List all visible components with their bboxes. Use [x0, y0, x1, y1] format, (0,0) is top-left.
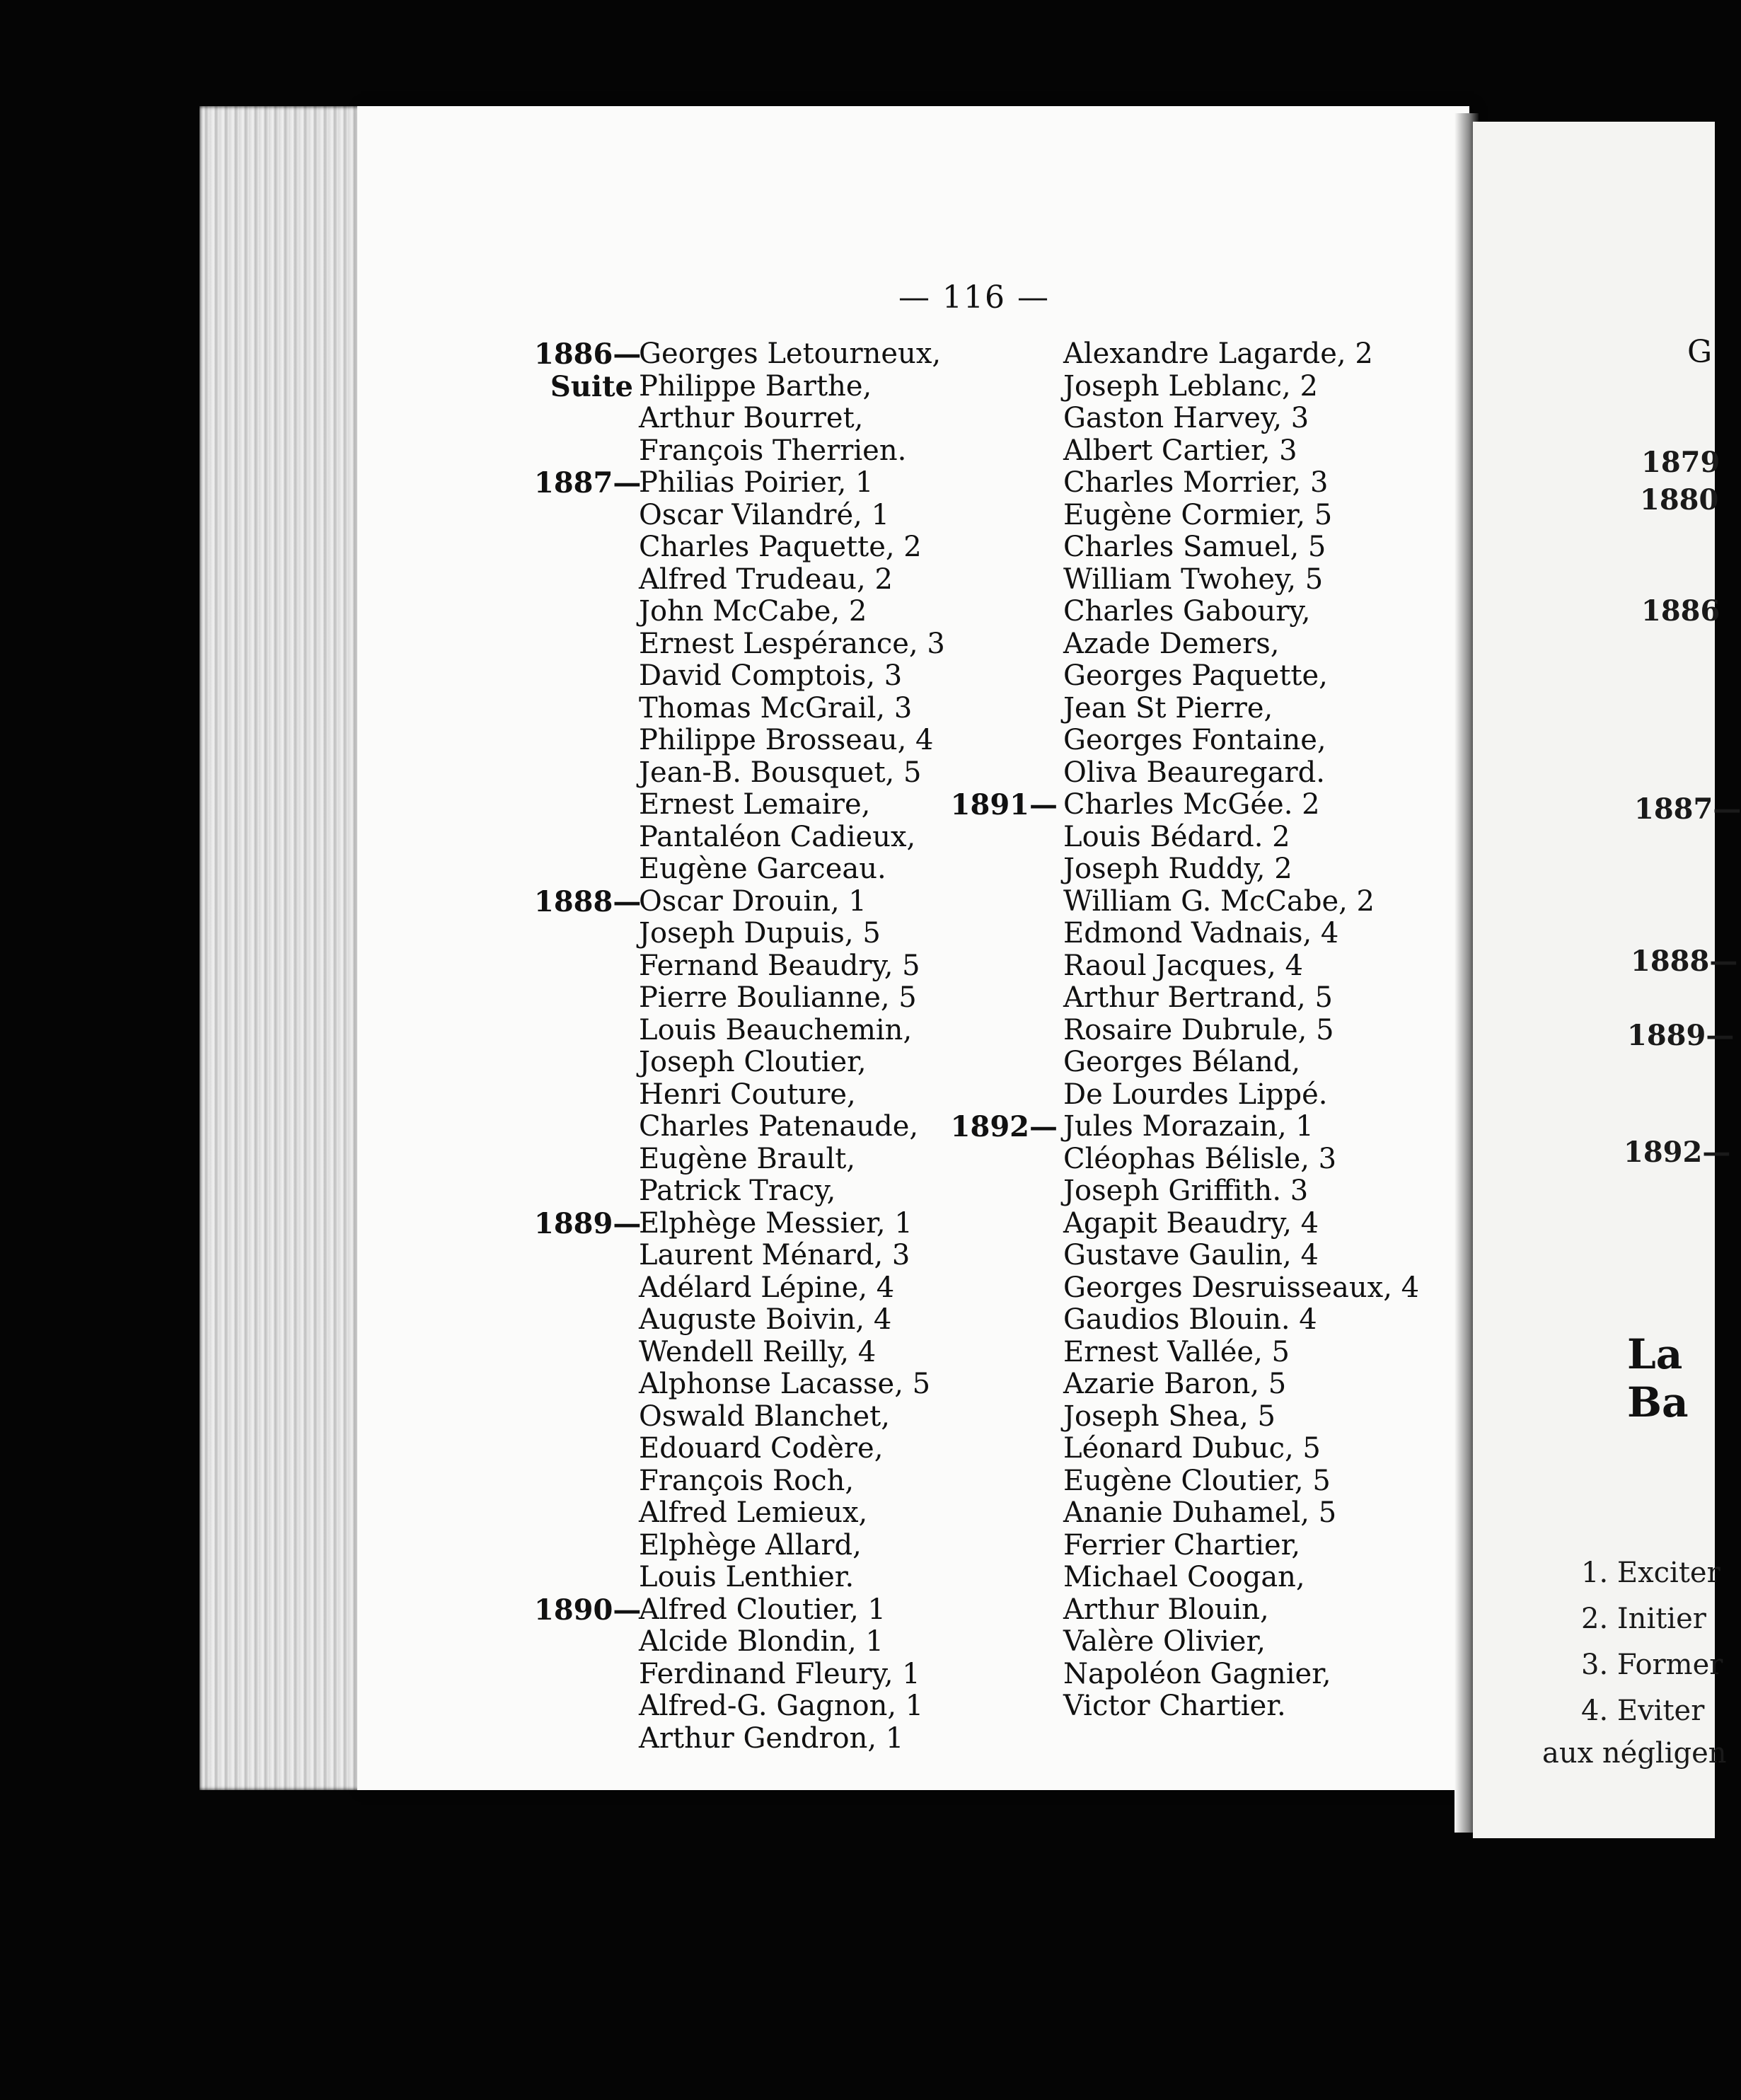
facing-year: 1888—	[1631, 945, 1738, 978]
entry-year	[534, 1723, 633, 1755]
entry-name: Charles McGée. 2	[1063, 788, 1320, 821]
entry-name: Ferrier Chartier,	[1063, 1528, 1301, 1562]
entry-name: Wendell Reilly, 4	[639, 1335, 877, 1368]
entry-year	[944, 1368, 1058, 1401]
entry-year	[944, 1465, 1058, 1498]
entry-year	[944, 1046, 1058, 1079]
entry-name: Jules Morazain, 1	[1063, 1110, 1314, 1143]
entry-name: Louis Bédard. 2	[1063, 820, 1290, 853]
list-entry	[944, 1304, 1440, 1337]
entry-year	[944, 1562, 1058, 1594]
entry-year	[534, 500, 633, 532]
facing-list-item: aux négligen	[1542, 1737, 1727, 1770]
list-entry	[944, 403, 1440, 435]
entry-year	[534, 435, 633, 468]
entry-year	[534, 1368, 633, 1401]
entry-year	[944, 693, 1058, 725]
entry-year	[944, 1208, 1058, 1240]
entry-year	[944, 982, 1058, 1015]
entry-year	[944, 918, 1058, 950]
entry-name: Azarie Baron, 5	[1063, 1368, 1287, 1400]
entry-name: Joseph Dupuis, 5	[639, 917, 881, 950]
list-entry	[944, 1562, 1440, 1594]
entry-year	[944, 725, 1058, 757]
entry-name: Patrick Tracy,	[639, 1175, 836, 1207]
entry-year	[534, 918, 633, 950]
list-entry	[944, 1143, 1440, 1176]
entry-name: Alexandre Lagarde, 2	[1063, 338, 1373, 370]
entry-name: De Lourdes Lippé.	[1063, 1078, 1328, 1111]
entry-name: Georges Paquette,	[1063, 659, 1328, 692]
list-entry	[944, 1401, 1440, 1433]
entry-year	[534, 1530, 633, 1562]
list-entry	[944, 1594, 1440, 1627]
list-entry	[944, 950, 1440, 983]
entry-year: 1888—	[534, 884, 642, 918]
entry-name: Charles Gaboury,	[1063, 595, 1311, 628]
entry-name: Alfred Lemieux,	[639, 1496, 868, 1529]
entry-name: Charles Samuel, 5	[1063, 531, 1326, 563]
entry-year	[944, 950, 1058, 983]
entry-name: Philippe Barthe,	[639, 369, 872, 403]
list-entry	[944, 1079, 1440, 1112]
facing-year: 1892—	[1624, 1136, 1731, 1169]
entry-year	[534, 596, 633, 628]
entry-name: Raoul Jacques, 4	[1063, 949, 1303, 982]
entry-year	[534, 693, 633, 725]
entry-name: Auguste Boivin, 4	[639, 1303, 892, 1336]
entry-year	[944, 596, 1058, 628]
entry-year	[534, 531, 633, 564]
entry-name: Michael Coogan,	[1063, 1561, 1305, 1593]
entry-year	[534, 1079, 633, 1112]
facing-year: 1880	[1640, 483, 1719, 517]
entry-year	[534, 853, 633, 886]
entry-name: Thomas McGrail, 3	[639, 691, 913, 725]
entry-year: 1889—	[534, 1206, 642, 1240]
entry-name: Eugène Garceau.	[639, 853, 886, 885]
entry-year	[944, 757, 1058, 790]
list-entry	[944, 1208, 1440, 1240]
facing-list-item: 2. Initier	[1581, 1603, 1706, 1635]
list-entry	[944, 1530, 1440, 1562]
entry-year	[944, 1143, 1058, 1176]
list-entry	[944, 1368, 1440, 1401]
list-entry	[944, 660, 1440, 693]
list-entry	[944, 596, 1440, 628]
entry-year	[534, 1433, 633, 1465]
entry-year	[944, 1690, 1058, 1723]
entry-name: Oscar Vilandré, 1	[639, 498, 890, 531]
entry-name: Gaudios Blouin. 4	[1063, 1303, 1317, 1336]
list-entry	[944, 725, 1440, 757]
list-entry	[944, 821, 1440, 854]
list-entry	[944, 853, 1440, 886]
entry-name: Alfred-G. Gagnon, 1	[639, 1690, 924, 1722]
entry-year	[944, 628, 1058, 661]
entry-year	[534, 564, 633, 596]
entry-year	[534, 1690, 633, 1723]
entry-year	[944, 886, 1058, 918]
right-column	[944, 338, 1440, 1723]
entry-year	[944, 853, 1058, 886]
entry-name: Léonard Dubuc, 5	[1063, 1432, 1321, 1465]
entry-name: Cléophas Bélisle, 3	[1063, 1142, 1337, 1175]
list-entry	[944, 1015, 1440, 1047]
entry-year	[944, 1530, 1058, 1562]
entry-name: David Comptois, 3	[639, 659, 903, 692]
entry-year	[534, 1304, 633, 1337]
entry-year	[534, 1465, 633, 1498]
entry-year: 1890—	[534, 1593, 642, 1627]
entry-name: Valère Olivier,	[1063, 1625, 1266, 1658]
entry-name: Georges Desruisseaux, 4	[1063, 1271, 1420, 1304]
entry-name: Eugène Cormier, 5	[1063, 498, 1333, 531]
entry-year	[944, 1272, 1058, 1305]
facing-list-item: 4. Eviter	[1581, 1695, 1705, 1727]
facing-list-item: 1. Exciter	[1581, 1557, 1720, 1589]
list-entry	[944, 467, 1440, 500]
facing-list-item: 3. Former	[1581, 1649, 1723, 1681]
entry-year	[944, 467, 1058, 500]
entry-name: John McCabe, 2	[639, 595, 867, 628]
list-entry	[944, 435, 1440, 468]
facing-heading: La Ba	[1627, 1330, 1689, 1426]
entry-year	[944, 1401, 1058, 1433]
entry-name: Ernest Vallée, 5	[1063, 1335, 1290, 1368]
entry-name: Ernest Lespérance, 3	[639, 627, 945, 660]
entry-name: Fernand Beaudry, 5	[639, 949, 920, 982]
list-entry	[944, 918, 1440, 950]
facing-year: 1879	[1641, 446, 1720, 479]
entry-name: Elphège Allard,	[639, 1528, 862, 1562]
list-entry	[944, 1497, 1440, 1530]
list-entry	[944, 1046, 1440, 1079]
entry-year: Suite	[550, 369, 633, 403]
list-entry	[944, 1240, 1440, 1272]
list-entry	[944, 693, 1440, 725]
entry-name: Edouard Codère,	[639, 1432, 884, 1465]
entry-name: Charles Morrier, 3	[1063, 466, 1329, 499]
entry-name: Joseph Cloutier,	[639, 1046, 867, 1078]
list-entry	[944, 1465, 1440, 1498]
entry-year	[944, 660, 1058, 693]
entry-year	[944, 531, 1058, 564]
entry-name: William Twohey, 5	[1063, 562, 1324, 596]
entry-year	[534, 1626, 633, 1658]
entry-name: Ananie Duhamel, 5	[1063, 1496, 1337, 1529]
list-entry	[944, 1433, 1440, 1465]
entry-name: Louis Lenthier.	[639, 1561, 855, 1593]
entry-name: Arthur Bertrand, 5	[1063, 981, 1333, 1014]
list-entry	[944, 1272, 1440, 1305]
entry-year	[944, 1433, 1058, 1465]
entry-year	[534, 1111, 633, 1143]
entry-year	[534, 1497, 633, 1530]
entry-name: Gaston Harvey, 3	[1063, 402, 1309, 434]
entry-name: Adélard Lépine, 4	[639, 1271, 895, 1304]
entry-name: Jean-B. Bousquet, 5	[639, 756, 922, 789]
page-number: — 116 —	[898, 279, 1050, 316]
list-entry	[944, 1658, 1440, 1691]
entry-year	[534, 628, 633, 661]
entry-name: Georges Letourneux,	[639, 338, 942, 370]
entry-name: Jean St Pierre,	[1063, 691, 1273, 725]
entry-name: Joseph Griffith. 3	[1063, 1175, 1309, 1207]
entry-name: Eugène Cloutier, 5	[1063, 1464, 1331, 1497]
entry-year: 1886—	[534, 338, 642, 371]
entry-name: Charles Paquette, 2	[639, 531, 922, 563]
entry-name: Laurent Ménard, 3	[639, 1239, 910, 1271]
entry-year	[944, 1240, 1058, 1272]
list-entry	[944, 982, 1440, 1015]
list-entry	[944, 371, 1440, 403]
facing-year: 1889—	[1627, 1019, 1735, 1052]
entry-name: Ernest Lemaire,	[639, 788, 871, 821]
entry-year: 1892—	[950, 1110, 1058, 1143]
list-entry	[944, 531, 1440, 564]
entry-year	[944, 1594, 1058, 1627]
entry-name: Joseph Ruddy, 2	[1063, 853, 1292, 885]
entry-year	[944, 500, 1058, 532]
entry-year	[534, 1015, 633, 1047]
entry-name: Henri Couture,	[639, 1078, 856, 1111]
entry-name: Gustave Gaulin, 4	[1063, 1239, 1319, 1271]
list-entry	[534, 1723, 1143, 1755]
entry-name: Alphonse Lacasse, 5	[639, 1368, 931, 1400]
entry-name: Alfred Cloutier, 1	[639, 1593, 886, 1626]
entry-year	[944, 1658, 1058, 1691]
entry-name: Oliva Beauregard.	[1063, 756, 1325, 789]
entry-name: Louis Beauchemin,	[639, 1013, 913, 1046]
list-entry	[944, 1337, 1440, 1369]
entry-year	[944, 1079, 1058, 1112]
entry-year	[534, 725, 633, 757]
entry-name: Joseph Shea, 5	[1063, 1400, 1276, 1433]
entry-year	[944, 564, 1058, 596]
entry-year	[534, 1272, 633, 1305]
list-entry	[944, 500, 1440, 532]
entry-year	[944, 435, 1058, 468]
entry-year	[944, 1304, 1058, 1337]
entry-name: Ferdinand Fleury, 1	[639, 1657, 920, 1690]
entry-name: Elphège Messier, 1	[639, 1206, 913, 1240]
entry-year	[944, 1497, 1058, 1530]
facing-year: 1886	[1641, 594, 1720, 628]
list-entry	[944, 338, 1440, 371]
list-entry	[944, 628, 1440, 661]
entry-name: François Roch,	[639, 1464, 855, 1497]
entry-year	[534, 1175, 633, 1208]
entry-year	[534, 1143, 633, 1176]
entry-year	[534, 660, 633, 693]
entry-name: Georges Fontaine,	[1063, 724, 1326, 756]
entry-name: Napoléon Gagnier,	[1063, 1657, 1331, 1690]
entry-year	[944, 371, 1058, 403]
entry-name: Agapit Beaudry, 4	[1063, 1206, 1319, 1240]
entry-name: Eugène Brault,	[639, 1142, 856, 1175]
entry-name: Pierre Boulianne, 5	[639, 981, 917, 1014]
entry-year	[944, 338, 1058, 371]
entry-name: Pantaléon Cadieux,	[639, 820, 916, 853]
entry-name: Joseph Leblanc, 2	[1063, 369, 1318, 403]
entry-year	[944, 821, 1058, 854]
entry-year	[534, 821, 633, 854]
entry-year	[534, 1337, 633, 1369]
entry-name: François Therrien.	[639, 434, 907, 467]
entry-year	[534, 1562, 633, 1594]
entry-name: Edmond Vadnais, 4	[1063, 917, 1339, 950]
entry-year	[534, 757, 633, 790]
entry-year	[534, 982, 633, 1015]
entry-name: Charles Patenaude,	[639, 1110, 919, 1143]
entry-name: Victor Chartier.	[1063, 1690, 1286, 1722]
entry-name: Arthur Blouin,	[1063, 1593, 1269, 1626]
entry-name: Albert Cartier, 3	[1063, 434, 1297, 467]
list-entry	[944, 789, 1440, 821]
list-entry	[944, 1626, 1440, 1658]
entry-name: Oscar Drouin, 1	[639, 884, 867, 918]
entry-year	[534, 1401, 633, 1433]
entry-year	[534, 1240, 633, 1272]
entry-name: Arthur Bourret,	[639, 402, 864, 434]
list-entry	[944, 564, 1440, 596]
entry-name: Philias Poirier, 1	[639, 466, 874, 499]
entry-year: 1887—	[534, 466, 642, 500]
entry-year	[534, 1046, 633, 1079]
entry-year	[534, 1658, 633, 1691]
entry-year	[534, 789, 633, 821]
entry-year	[944, 403, 1058, 435]
entry-name: Azade Demers,	[1063, 627, 1280, 660]
list-entry	[944, 886, 1440, 918]
list-entry	[944, 1111, 1440, 1143]
page-edge-strip	[199, 106, 362, 1790]
entry-year	[944, 1626, 1058, 1658]
entry-year	[944, 1175, 1058, 1208]
list-entry	[944, 1690, 1440, 1723]
entry-year	[944, 1015, 1058, 1047]
facing-page-initial: G	[1687, 334, 1713, 370]
entry-year	[534, 403, 633, 435]
facing-year: 1887—	[1634, 792, 1741, 826]
entry-name: Alfred Trudeau, 2	[639, 562, 893, 596]
entry-year	[534, 950, 633, 983]
entry-name: Georges Béland,	[1063, 1046, 1301, 1078]
entry-name: Alcide Blondin, 1	[639, 1625, 884, 1658]
entry-name: Philippe Brosseau, 4	[639, 724, 934, 756]
entry-year: 1891—	[950, 788, 1058, 821]
list-entry	[944, 757, 1440, 790]
entry-name: Arthur Gendron, 1	[639, 1721, 904, 1755]
entry-name: Rosaire Dubrule, 5	[1063, 1013, 1334, 1046]
entry-name: William G. McCabe, 2	[1063, 884, 1375, 918]
entry-year	[944, 1337, 1058, 1369]
entry-name: Oswald Blanchet,	[639, 1400, 890, 1433]
list-entry	[944, 1175, 1440, 1208]
